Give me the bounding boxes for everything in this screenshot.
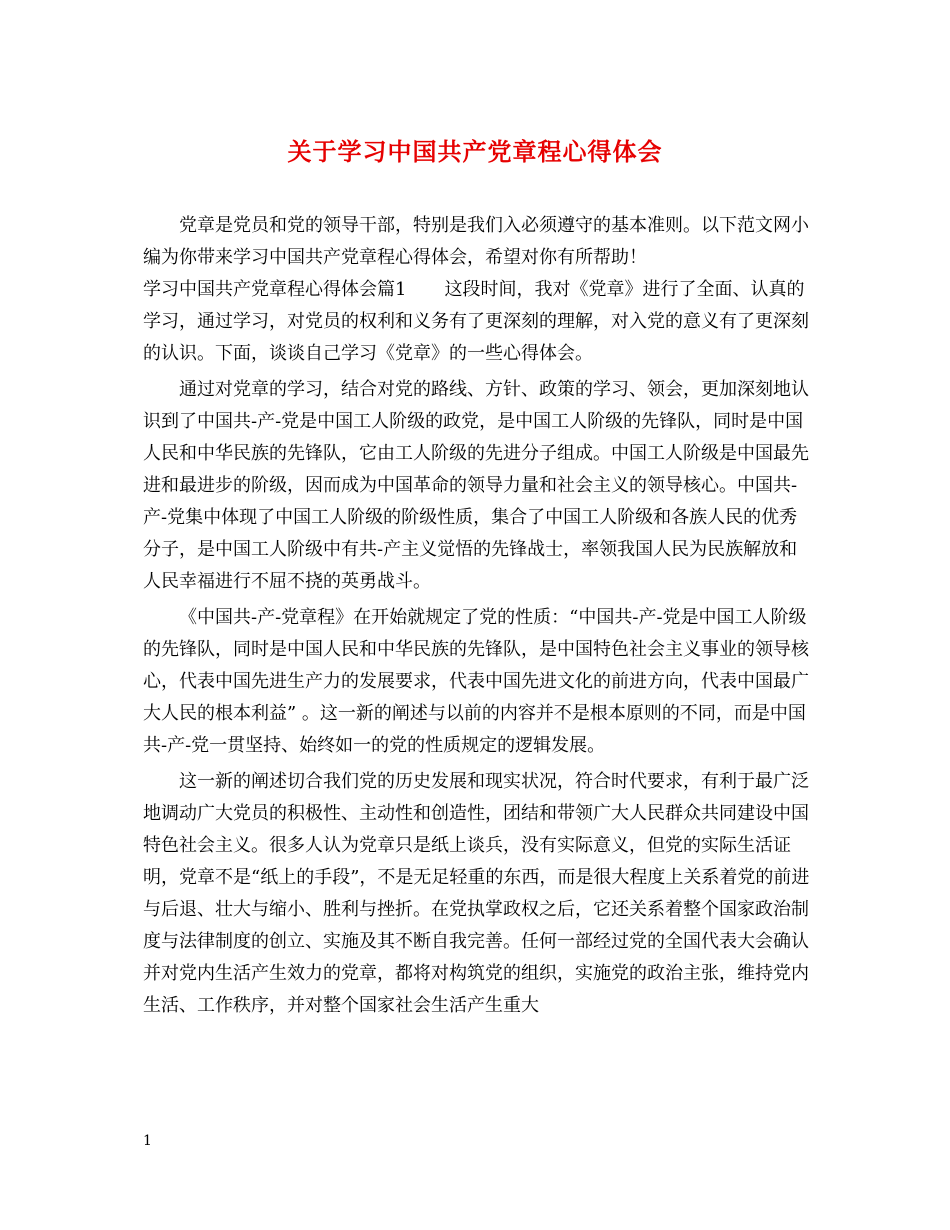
page-number: 1 bbox=[143, 1133, 152, 1149]
document-title: 关于学习中国共产党章程心得体会 bbox=[287, 137, 663, 166]
section-heading: 学习中国共产党章程心得体会篇1 bbox=[143, 279, 407, 300]
section-first-text: 这段时间，我对《党章》进行了全面、认真的学习，通过学习，对党员的权利和义务有了更深刻的理解，对入党的意义有了更深刻的认识。下面，谈谈自己学习《党章》的一些心得体会。 bbox=[143, 279, 809, 364]
body-paragraph-1: 通过对党章的学习，结合对党的路线、方针、政策的学习、领会，更加深刻地认识到了中国共-产-党是中国工人阶级的政党，是中国工人阶级的先锋队，同时是中国人民和中华民族的先锋队，它由工人阶级的先进分子组成。中国工人阶级是中国最先进和最进步的阶级，因而成为中国革命的领导力量和社会主义的领导核心。中国共-产-党集中体现了中国工人阶级的阶级性质，集合了中国工人阶级和各族人民的优秀分子，是中国工人阶级中有共-产主义觉悟的先锋战士，率领我国人民为民族解放和人民幸福进行不屈不挠的英勇战斗。 bbox=[143, 379, 809, 592]
body-paragraph-2: 《中国共-产-党章程》在开始就规定了党的性质：“中国共-产-党是中国工人阶级的先锋队，同时是中国人民和中华民族的先锋队，是中国特色社会主义事业的领导核心，代表中国先进生产力的发展要求，代表中国先进文化的前进方向，代表中国最广大人民的根本利益” 。这一新的阐述与以前的内容并不是根本原则的不同，而是中国共-产-党一贯坚持、始终如一的党的性质规定的逻辑发展。 bbox=[143, 607, 809, 756]
document-body bbox=[143, 210, 815, 1022]
section-paragraph bbox=[143, 274, 815, 370]
intro-paragraph: 党章是党员和党的领导干部，特别是我们入必须遵守的基本准则。以下范文网小编为你带来学习中国共产党章程心得体会，希望对你有所帮助！ bbox=[143, 215, 809, 268]
body-paragraph-3: 这一新的阐述切合我们党的历史发展和现实状况，符合时代要求，有利于最广泛地调动广大党员的积极性、主动性和创造性，团结和带领广大人民群众共同建设中国特色社会主义。很多人认为党章只是纸上谈兵，没有实际意义，但党的实际生活证明，党章不是“纸上的手段”，不是无足轻重的东西，而是很大程度上关系着党的前进与后退、壮大与缩小、胜利与挫折。在党执掌政权之后，它还关系着整个国家政治制度与法律制度的创立、实施及其不断自我完善。任何一部经过党的全国代表大会确认并对党内生活产生效力的党章，都将对构筑党的组织，实施党的政治主张，维持党内生活、工作秩序，并对整个国家社会生活产生重大 bbox=[143, 771, 810, 1016]
